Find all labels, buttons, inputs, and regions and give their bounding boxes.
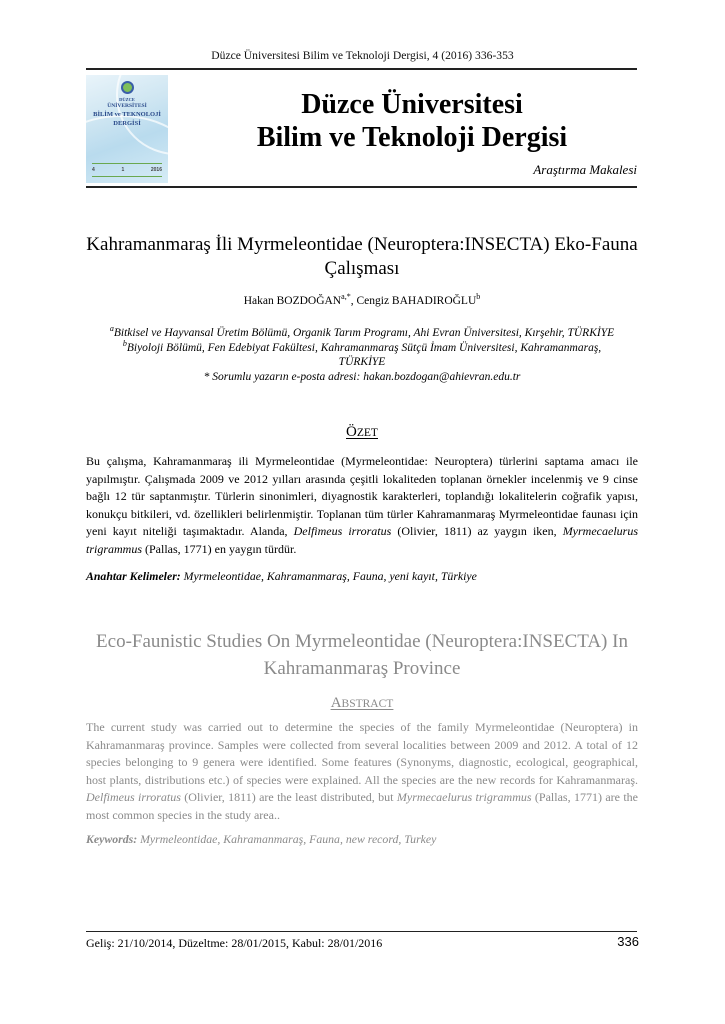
abstract-heading: ABSTRACT [330, 695, 394, 711]
species-name: Myrmecaelurus trigrammus [396, 790, 532, 805]
affiliations [86, 326, 638, 384]
page-number: 336 [617, 934, 639, 949]
affiliation-mark: b [122, 338, 127, 348]
cover-text-line1: DÜZCE [119, 97, 135, 102]
cover-issue: 1 [121, 167, 125, 173]
ozet-heading: ÖZET [346, 424, 378, 440]
affiliation-a [86, 326, 638, 341]
running-head: Düzce Üniversitesi Bilim ve Teknoloji Dergisi, 4 (2016) 336-353 [211, 49, 514, 62]
submission-dates: Geliş: 21/10/2014, Düzeltme: 28/01/2015, Kabul: 28/01/2016 [86, 936, 383, 950]
article-type: Araştırma Makalesi [533, 162, 637, 177]
keywords-label: Anahtar Kelimeler: [86, 569, 181, 583]
cover-text-line4: DERGİSİ [113, 120, 141, 127]
affiliation-text: Bitkisel ve Hayvansal Üretim Bölümü, Organik Tarım Programı, Ahi Evran Üniversitesi, Kırşehir, TÜRKİYE [113, 327, 615, 339]
cover-text-line2: ÜNİVERSİTESİ [107, 103, 147, 109]
cover-divider [92, 163, 162, 164]
keywords-list: Myrmeleontidae, Kahramanmaraş, Fauna, new record, Turkey [137, 832, 437, 846]
keywords-list: Myrmeleontidae, Kahramanmaraş, Fauna, yeni kayıt, Türkiye [180, 569, 477, 583]
ozet-body: Bu çalışma, Kahramanmaraş ili Myrmeleontidae (Myrmeleontidae: Neuroptera) türlerini saptama amacı ile yapılmıştır. Çalışmada 2009 ve 2012 yılları arasında çeşitli lokaliteden toplanan örnekler incelenmiş ve 9 cinse bağlı 12 tür saptanmıştır. Türlerin sinonimleri, diyagnostik karakterleri, toplandığı lokalitelerin coğrafik yapısı, konukçu bitkileri, vd. özellikleri belirlenmiştir. Toplanan tüm türler Kahramanmaraş Myrmeleontidae faunası için yeni kayıt niteliği taşımaktadır. Alanda, Delfimeus irroratus (Olivier, 1811) az yaygın iken, Myrmecaelurus trigrammus (Pallas, 1771) en yaygın türdür. [86, 454, 638, 556]
corresponding-author-email: * Sorumlu yazarın e-posta adresi: hakan.bozdogan@ahievran.edu.tr [203, 370, 521, 383]
author-list [86, 292, 638, 307]
species-name: Myrmecaelurus trigrammus [86, 524, 638, 556]
top-rule [86, 68, 637, 70]
author-affiliation-mark: b [476, 292, 481, 302]
keywords-turkish [86, 569, 638, 584]
keywords-label: Keywords: [86, 832, 138, 846]
article-title-english: Eco-Faunistic Studies On Myrmeleontidae (Neuroptera:INSECTA) In Kahramanmaraş Province [96, 631, 628, 679]
cover-volume-info [92, 167, 162, 173]
author-name: Hakan BOZDOĞAN [243, 295, 342, 307]
author-separator: , [350, 295, 357, 307]
footer-rule [86, 931, 637, 932]
cover-divider [92, 176, 162, 177]
affiliation-b [86, 338, 638, 370]
author-name: Cengiz BAHADIROĞLU [356, 295, 477, 307]
author-affiliation-mark: a,* [341, 292, 351, 302]
university-logo-icon [121, 81, 134, 94]
article-title-turkish: Kahramanmaraş İli Myrmeleontidae (Neuroptera:INSECTA) Eko-Fauna Çalışması [86, 234, 638, 279]
journal-cover-image [86, 75, 168, 183]
abstract-body: The current study was carried out to determine the species of the family Myrmeleontidae (Neuroptera) in Kahramanmaraş province. Samples were collected from several localities between 2009 and 2012. A total of 12 species belonging to 9 genera were identified. Some features (Synonyms, diagnostic, ecological, geographical, host plants, distributions etc.) of species were explained. All the species are the new records for Kahramanmaraş. Delfimeus irroratus (Olivier, 1811) are the least distributed, but Myrmecaelurus trigrammus (Pallas, 1771) are the most common species in the study area.. [86, 720, 638, 822]
species-name: Delfimeus irroratus [293, 524, 392, 539]
journal-title-line2: Bilim ve Teknoloji Dergisi [256, 122, 568, 153]
cover-text-line3: BİLİM ve TEKNOLOJİ [93, 111, 161, 118]
journal-title-line1: Düzce Üniversitesi [301, 89, 523, 120]
species-name: Delfimeus irroratus [86, 790, 181, 805]
keywords-english [86, 832, 638, 847]
affiliation-mark: a [109, 324, 114, 334]
journal-title [180, 88, 644, 154]
cover-volume: 4 [92, 167, 95, 173]
cover-year: 2016 [150, 167, 162, 173]
header-rule [86, 186, 637, 188]
affiliation-text: Biyoloji Bölümü, Fen Edebiyat Fakültesi, Kahramanmaraş Sütçü İmam Üniversitesi, Kahramanmaraş, TÜRKİYE [126, 341, 602, 368]
